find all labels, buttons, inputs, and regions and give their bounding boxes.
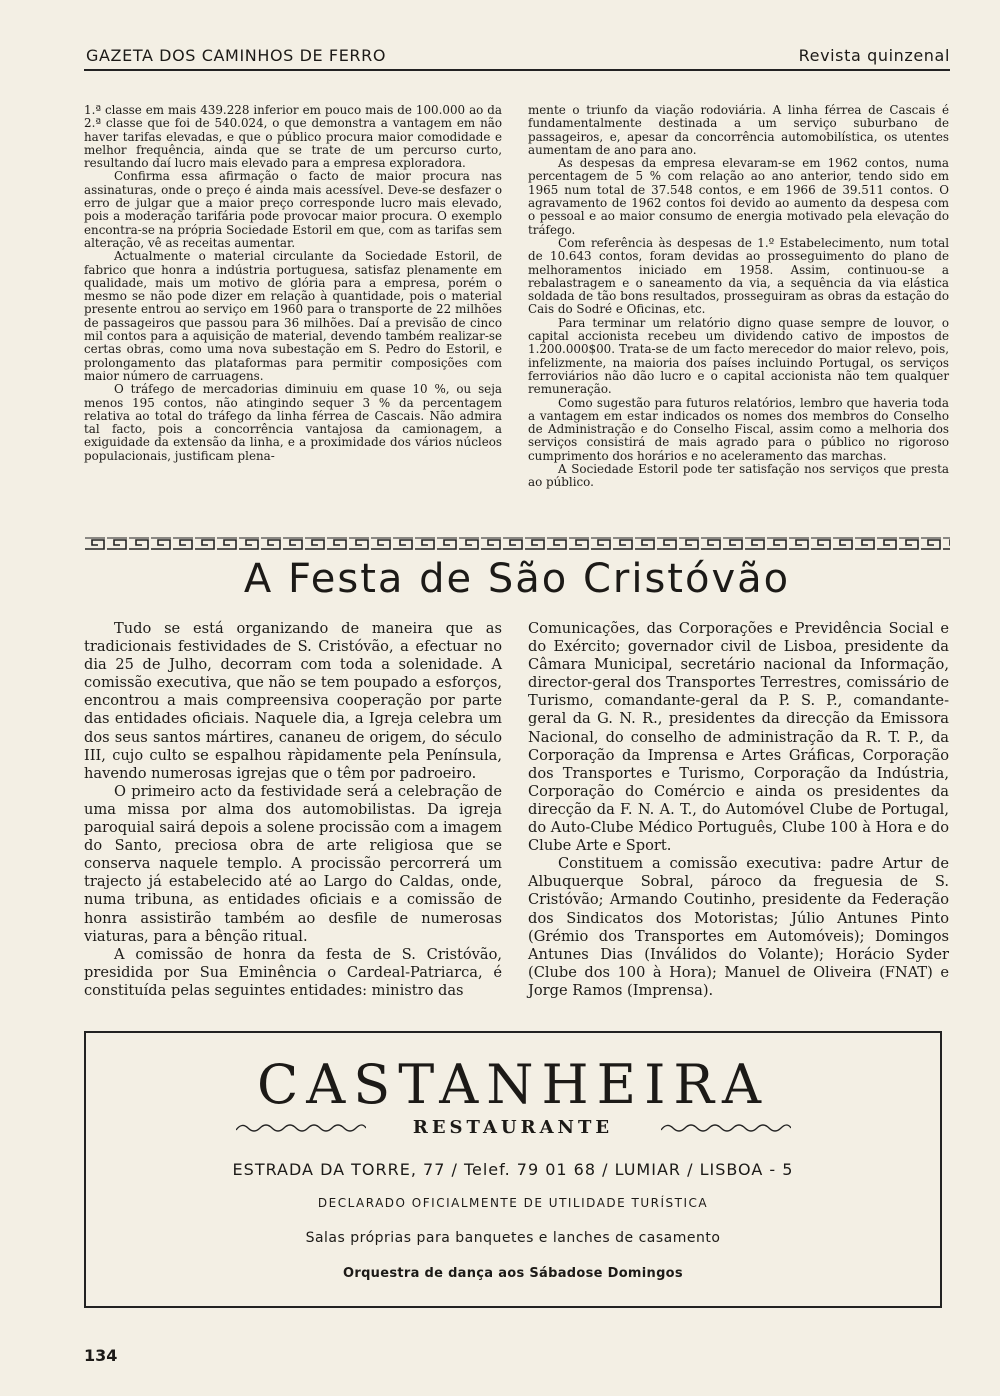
article-title: A Festa de São Cristóvão (243, 556, 791, 602)
report-column-right (528, 104, 949, 490)
article-column-right (528, 620, 949, 1000)
paragraph: 1.ª classe em mais 439.228 inferior em pouco mais de 100.000 ao da 2.ª classe que foi de 540.024, o que demonstra a vantagem em não haver tarifas elevadas, e que o público procura maior comodidade e melhor frequência, ainda que se trate de um percurso curto, resultando daí lucro mais elevado para a empresa exploradora. (84, 103, 502, 171)
paragraph: O primeiro acto da festividade será a celebração de uma missa por alma dos automobilistas. Da igreja paroquial sairá depois a solene procissão com a imagem do Santo, preciosa obra de arte religiosa que se conserva naquele templo. A procissão percorrerá um trajecto já estabelecido até ao Largo do Caldas, onde, numa tribuna, as entidades oficiais e a comissão de honra assistirão também ao desfile de numerosas viaturas, para a bênção ritual. (84, 782, 502, 945)
paragraph: Tudo se está organizando de maneira que as tradicionais festividades de S. Cristóvão, a efectuar no dia 25 de Julho, decorram com toda a solenidade. A comissão executiva, que não se tem poupado a esforços, encontrou a mais compreensiva cooperação por parte das entidades oficiais. Naquele dia, a Igreja celebra um dos seus santos mártires, cananeu de origem, do século III, cujo culto se espalhou ràpidamente pela Península, havendo numerosas igrejas que o têm por padroeiro. (84, 620, 502, 782)
ad-rooms: Salas próprias para banquetes e lanches de casamento (305, 1230, 721, 1246)
paragraph: Actualmente o material circulante da Sociedade Estoril, de fabrico que honra a indústria portuguesa, satisfaz plenamente em qualidade, mais um motivo de glória para a empresa, porém o mesmo se não pode dizer em relação à quantidade, pois o material presente entrou ao serviço em 1960 para o transporte de 22 milhões de passageiros que passou para 36 milhões. Daí a previsão de cinco mil contos para a aquisição de material, devendo também realizar-se certas obras, como uma nova subestação em S. Pedro do Estoril, e prolongamento das plataformas para permitir composições com maior número de carruagens. (84, 249, 502, 383)
restaurant-advertisement (84, 1031, 942, 1308)
report-column-left (84, 104, 502, 463)
paragraph: Como sugestão para futuros relatórios, lembro que haveria toda a vantagem em estar indicados os nomes dos membros do Conselho de Administração e do Conselho Fiscal, assim como a melhoria dos serviços consistirá de mais agrado para o público no rigoroso cumprimento dos horários e no aceleramento das marchas. (528, 395, 949, 463)
page-number: 134 (84, 1346, 118, 1365)
paragraph: As despesas da empresa elevaram-se em 1962 contos, numa percentagem de 5 % com relação ao ano anterior, tendo sido em 1965 num total de 37.548 contos, e em 1966 de 39.511 contos. O agravamento de 1962 contos foi devido ao aumento da despesa com o pessoal e ao maior consumo de energia motivado pela elevação do tráfego. (528, 156, 949, 237)
publication-title: GAZETA DOS CAMINHOS DE FERRO (86, 46, 387, 65)
paragraph: Para terminar um relatório digno quase sempre de louvor, o capital accionista recebeu um dividendo cativo de impostos de 1.200.000$00. Trata-se de um facto merecedor do maior relevo, pois, infelizmente, na maioria dos países incluindo Portugal, os serviços ferroviários não dão lucro e o capital accionista não tem qualquer remuneração. (528, 315, 949, 397)
paragraph: mente o triunfo da viação rodoviária. A linha férrea de Cascais é fundamentalmente destinada a um serviço suburbano de passageiros, e, apesar da concorrência automobilística, os utentes aumentam de ano para ano. (528, 103, 949, 157)
ad-restaurant-type: RESTAURANTE (412, 1117, 614, 1138)
article-column-left (84, 620, 502, 1000)
paragraph: A Sociedade Estoril pode ter satisfação nos serviços que presta ao público. (528, 462, 949, 490)
wave-ornament-icon (661, 1122, 791, 1134)
ad-orchestra: Orquestra de dança aos Sábadose Domingos (343, 1266, 683, 1281)
paragraph: Confirma essa afirmação o facto de maior procura nas assinaturas, onde o preço é ainda mais acessível. Deve-se desfazer o erro de julgar que a maior preço corresponde lucro mais elevado, pois a moderação tarifária pode provocar maior procura. O exemplo encontra-se na própria Sociedade Estoril em que, com as tarifas sem alteração, vê as receitas aumentar. (84, 169, 502, 250)
publication-subtitle: Revista quinzenal (798, 46, 950, 65)
ad-restaurant-name: CASTANHEIRA (256, 1053, 770, 1116)
decorative-border (84, 537, 950, 551)
ad-address: ESTRADA DA TORRE, 77 / Telef. 79 01 68 / LUMIAR / LISBOA - 5 (232, 1160, 794, 1179)
paragraph: Com referência às despesas de 1.º Estabelecimento, num total de 10.643 contos, foram devidas ao prosseguimento do plano de melhoramentos iniciado em 1958. Assim, continuou-se a rebalastragem e o saneamento da via, a sequência da via elástica soldada de tão bons resultados, prosseguiram as obras da estação do Cais do Sodré e Oficinas, etc. (528, 235, 949, 317)
paragraph: Comunicações, das Corporações e Previdência Social e do Exército; governador civil de Lisboa, presidente da Câmara Municipal, secretário nacional da Informação, director-geral dos Transportes Terrestres, comissário de Turismo, comandante-geral da P. S. P., comandante-geral da G. N. R., presidentes da direcção da Emissora Nacional, do conselho de administração da R. T. P., da Corporação da Imprensa e Artes Gráficas, Corporação dos Transportes e Turismo, Corporação da Indústria, Corporação do Comércio e ainda os presidentes da direcção da F. N. A. T., do Automóvel Clube de Portugal, do Auto-Clube Médico Português, Clube 100 à Hora e do Clube Arte e Sport. (528, 620, 949, 855)
ad-declaration: DECLARADO OFICIALMENTE DE UTILIDADE TURÍSTICA (317, 1196, 709, 1210)
header-rule (84, 69, 950, 71)
paragraph: Constituem a comissão executiva: padre Artur de Albuquerque Sobral, pároco da freguesia de S. Cristóvão; Armando Coutinho, presidente da Federação dos Sindicatos dos Motoristas; Júlio Antunes Pinto (Grémio dos Transportes em Automóveis); Domingos Antunes Dias (Inválidos do Volante); Horácio Syder (Clube dos 100 à Hora); Manuel de Oliveira (FNAT) e Jorge Ramos (Imprensa). (528, 855, 949, 999)
paragraph: A comissão de honra da festa de S. Cristóvão, presidida por Sua Eminência o Cardeal-Patriarca, é constituída pelas seguintes entidades: ministro das (84, 945, 502, 999)
paragraph: O tráfego de mercadorias diminuiu em quase 10 %, ou seja menos 195 contos, não atingindo sequer 3 % da percentagem relativa ao total do tráfego da linha férrea de Cascais. Não admira tal facto, pois a concorrência vantajosa da camionagem, a exiguidade da extensão da linha, e a proximidade dos vários núcleos populacionais, justificam plena- (84, 382, 502, 463)
running-header (84, 46, 950, 68)
